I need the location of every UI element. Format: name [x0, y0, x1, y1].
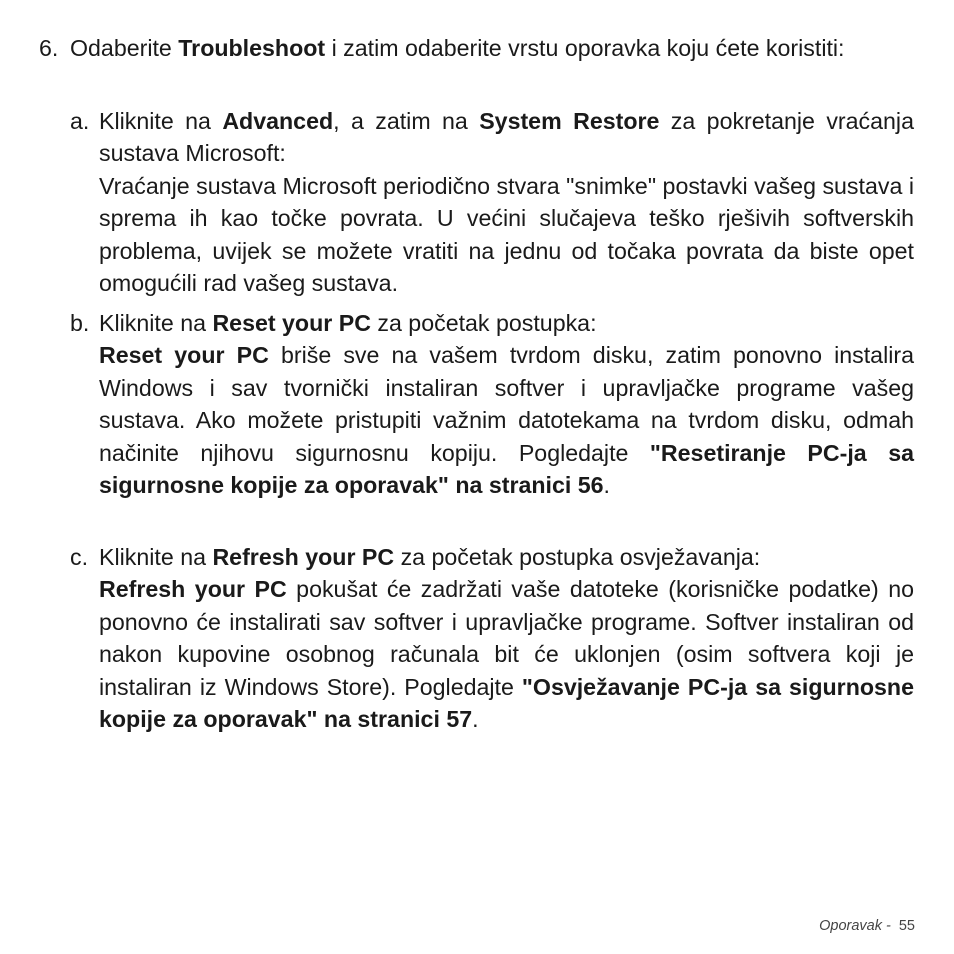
reset-your-pc-term: Reset your PC — [212, 310, 371, 336]
step-6-text-part: Odaberite — [70, 35, 179, 61]
refresh-reference: "Osvježavanje PC-ja sa sigurnosne kopije za oporavak" na stranici 57 — [99, 673, 914, 733]
text-part: za početak postupka: — [370, 310, 597, 336]
substep-b-description — [99, 339, 914, 501]
substep-c-body — [99, 541, 914, 735]
text-part: za pokretanje vraćanja sustava Microsoft: — [99, 108, 914, 167]
substep-c — [70, 541, 914, 735]
substep-letter: b. — [70, 310, 90, 336]
substep-a — [70, 105, 914, 299]
substep-letter: a. — [70, 108, 90, 134]
substep-b-instruction — [99, 307, 914, 339]
reset-reference: "Resetiranje PC-ja sa sigurnosne kopije za oporavak" na stranici 56 — [99, 439, 914, 499]
troubleshoot-term: Troubleshoot — [178, 35, 326, 61]
substep-b — [70, 307, 914, 501]
substep-b-body — [99, 307, 914, 501]
text-part: , a zatim na — [333, 108, 480, 134]
step-6 — [39, 32, 914, 64]
footer-section: Oporavak - — [819, 918, 891, 934]
text-part: za početak postupka osvježavanja: — [394, 544, 761, 570]
text-part: . — [603, 472, 610, 499]
substep-a-description: Vraćanje sustava Microsoft periodično stvara "snimke" postavki vašeg sustava i sprema ih kao točke povrata. U većini slučajeva teško rješivih softverskih problema, uvijek se možete vratiti na jednu od točaka povrata da biste opet omogućili rad vašeg sustava. — [99, 172, 914, 297]
advanced-term: Advanced — [222, 108, 334, 134]
text-part: Kliknite na — [99, 310, 213, 336]
step-6-text-part: i zatim odaberite vrstu oporavka koju ćete koristiti: — [325, 35, 845, 61]
text-part: . — [472, 706, 479, 733]
substep-c-instruction — [99, 541, 914, 573]
page-number: 55 — [898, 918, 915, 934]
text-part: Kliknite na — [99, 544, 213, 570]
text-part: pokušat će zadržati vaše datoteke (korisničke podatke) no ponovno će instalirati sav softver i upravljačke programe. Softver instaliran od nakon kupovine osobnog računala bit će uklonjen (osim softvera koji je instaliran iz Windows Store). Pogledajte — [99, 576, 914, 700]
reset-your-pc-term: Reset your PC — [99, 342, 269, 369]
substep-a-instruction — [99, 105, 914, 170]
substep-a-body — [99, 105, 914, 299]
step-6-text — [70, 32, 914, 64]
text-part: briše sve na vašem tvrdom disku, zatim ponovno instalira Windows i sav tvornički instaliran softver i upravljačke programe vašeg sustava. Ako možete pristupiti važnim datotekama na tvrdom disku, odmah načinite njihovu sigurnosnu kopiju. Pogledajte — [99, 342, 914, 466]
page-footer — [819, 916, 915, 936]
substep-c-description — [99, 573, 914, 735]
step-number: 6. — [39, 35, 59, 61]
text-part: Kliknite na — [99, 108, 223, 134]
refresh-your-pc-term: Refresh your PC — [99, 576, 287, 603]
substep-letter: c. — [70, 544, 89, 570]
refresh-your-pc-term: Refresh your PC — [212, 544, 395, 570]
system-restore-term: System Restore — [479, 108, 660, 134]
